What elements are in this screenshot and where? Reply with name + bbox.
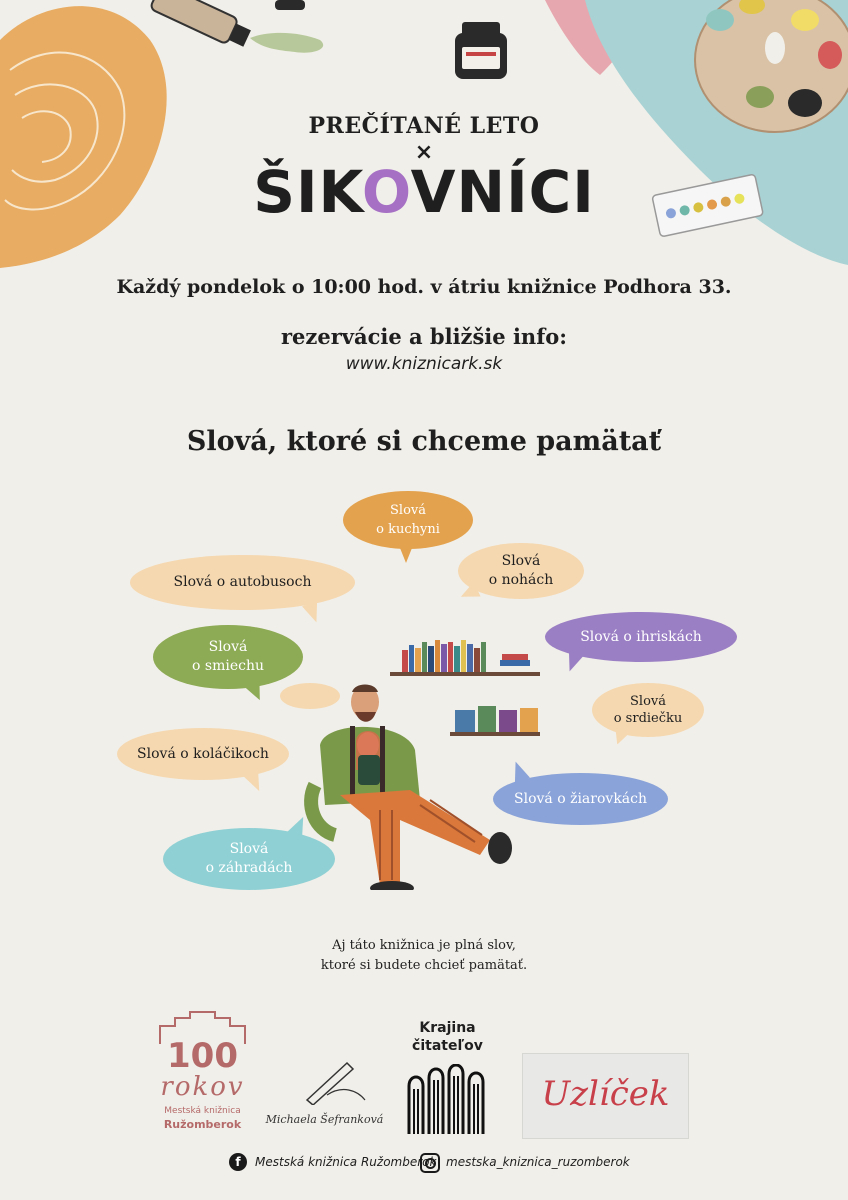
bubble-autobusoch-text: Slová o autobusoch bbox=[173, 574, 312, 590]
uzlicek-wordmark: Uzlíček bbox=[541, 1074, 670, 1114]
bubble-autobusoch-tail bbox=[302, 601, 324, 625]
program-title-accent-letter: O bbox=[361, 158, 411, 226]
facebook-icon[interactable]: f bbox=[229, 1153, 247, 1171]
bubble-nohach-tail bbox=[457, 582, 480, 604]
event-series-title: PREČÍTANÉ LETO bbox=[308, 113, 540, 139]
reading-illustration bbox=[300, 630, 540, 890]
program-title-part2: VNÍCI bbox=[410, 158, 595, 226]
bubble-ihriskach bbox=[545, 612, 737, 662]
krajina-title-line2: čitateľov bbox=[412, 1038, 483, 1054]
bubble-kuchyni-tail bbox=[398, 543, 414, 563]
bubble-kuchyni bbox=[343, 491, 473, 549]
bubble-smiechu bbox=[153, 625, 303, 689]
anniversary-city-name: Ružomberok bbox=[163, 1118, 242, 1131]
bubble-kolacikoch-tail bbox=[244, 770, 267, 795]
bubble-autobusoch bbox=[130, 555, 355, 610]
bubble-ziarovkach-text: Slová o žiarovkách bbox=[514, 790, 647, 807]
title-cross-symbol: × bbox=[414, 140, 434, 165]
anniversary-number: 100 bbox=[167, 1036, 238, 1076]
bubble-nohach-text: Slová o nohách bbox=[488, 553, 554, 588]
section-heading: Slová, ktoré si chceme pamätať bbox=[186, 426, 662, 457]
bubble-kuchyni-text: Slová o kuchyni bbox=[376, 503, 440, 537]
facebook-page-label[interactable]: Mestská knižnica Ružomberok bbox=[255, 1155, 437, 1169]
bubble-srdiecku-text: Slová o srdiečku bbox=[613, 694, 683, 726]
instagram-handle-label[interactable]: mestska_kniznica_ruzomberok bbox=[446, 1155, 630, 1169]
bubble-smiechu-text: Slová o smiechu bbox=[192, 639, 264, 674]
reservation-info-label: rezervácie a bližšie info: bbox=[280, 324, 567, 349]
schedule-text: Každý pondelok o 10:00 hod. v átriu knižnice Podhora 33. bbox=[116, 276, 732, 298]
krajina-title-line1: Krajina bbox=[419, 1020, 476, 1036]
program-title bbox=[0, 158, 848, 226]
illustrator-name: Michaela Šefranková bbox=[265, 1113, 384, 1126]
bubble-smiechu-tail bbox=[245, 680, 267, 703]
uzlicek-logo bbox=[522, 1053, 689, 1139]
bubble-kolacikoch bbox=[117, 728, 289, 780]
illustrator-signature bbox=[262, 1055, 387, 1140]
krajina-citatelov-logo bbox=[405, 1020, 490, 1140]
bubble-ihriskach-text: Slová o ihriskách bbox=[580, 628, 702, 645]
anniversary-logo bbox=[155, 1008, 250, 1138]
tagline: Aj táto knižnica je plná slov, ktoré si budete chcieť pamätať. bbox=[320, 938, 528, 973]
bubble-nohach bbox=[458, 543, 584, 599]
bubble-zahradach-text: Slová o záhradách bbox=[205, 841, 293, 876]
bubble-srdiecku-tail bbox=[610, 727, 631, 748]
anniversary-word: rokov bbox=[160, 1072, 245, 1102]
anniversary-library-name: Mestská knižnica bbox=[164, 1106, 241, 1116]
bubble-kolacikoch-text: Slová o koláčikoch bbox=[137, 745, 269, 762]
book-spines-icon bbox=[405, 1064, 490, 1136]
program-title-part1: ŠIK bbox=[253, 158, 362, 226]
pen-hand-icon bbox=[287, 1055, 367, 1105]
bubble-srdiecku bbox=[592, 683, 704, 737]
instagram-icon[interactable] bbox=[420, 1153, 440, 1173]
bubble-ihriskach-tail bbox=[562, 650, 584, 674]
website-link[interactable]: www.kniznicark.sk bbox=[345, 354, 503, 374]
